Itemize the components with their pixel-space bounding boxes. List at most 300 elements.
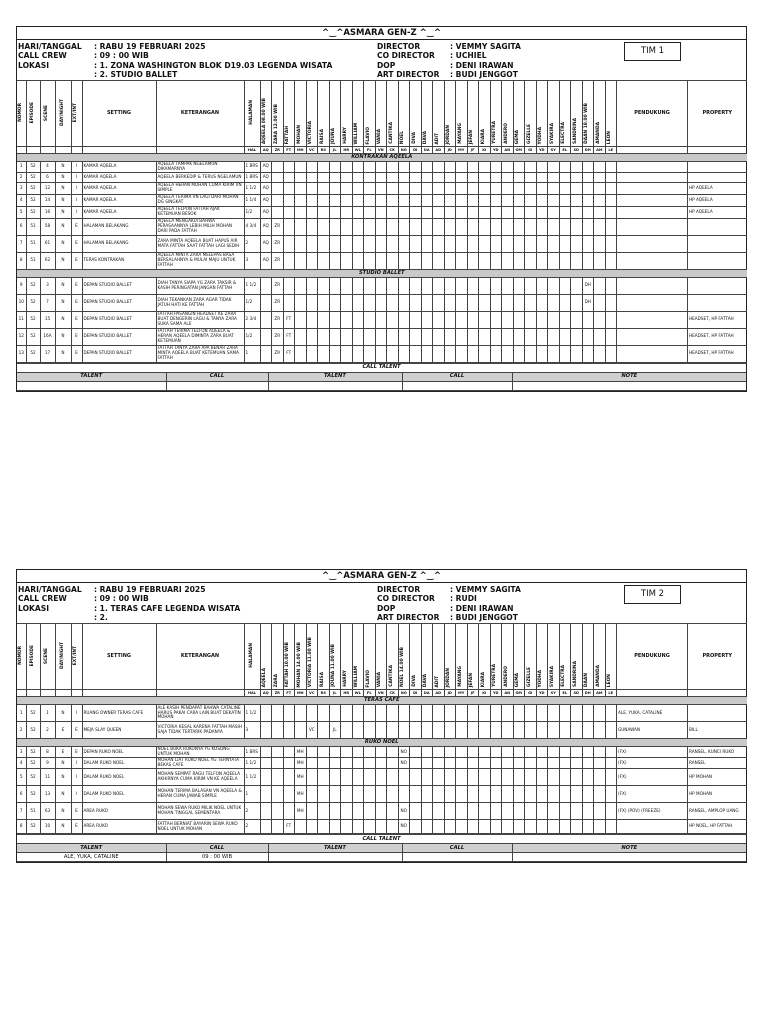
- keterangan: FATTAH BERNIAT BAYARIN SEWA RUKO NOEL UNTUK MOHAN: [156, 820, 244, 834]
- cast-cell: [456, 162, 468, 173]
- cast-cell: [329, 705, 341, 722]
- cast-header-stack: [459, 666, 464, 687]
- setting: DALAM RUKO NOEL: [82, 786, 156, 803]
- cast-cell: [387, 328, 399, 345]
- scene: 63: [40, 803, 55, 820]
- cast-cell: [364, 820, 376, 834]
- cast-code: GI: [525, 147, 537, 154]
- cast-mark: VC: [306, 722, 318, 739]
- cast-cell: [548, 206, 560, 218]
- row-number: 10: [17, 294, 26, 311]
- col-header-property: PROPERTY: [688, 81, 747, 147]
- cast-cell: [341, 769, 353, 786]
- cast-cell: [594, 803, 606, 820]
- scene-row[interactable]: [17, 722, 747, 739]
- cast-name: HARRY: [342, 127, 348, 145]
- cast-cell: [329, 820, 341, 834]
- cast-header-yodha: [536, 81, 548, 147]
- cast-cell: [306, 345, 318, 362]
- cast-name: NOEL: [400, 673, 406, 688]
- cast-cell: [513, 345, 525, 362]
- cast-header-stack: [321, 672, 326, 687]
- col-header-keterangan: [156, 624, 244, 690]
- cast-cell: [594, 294, 606, 311]
- cast-name: JORDAN: [446, 667, 452, 688]
- footer-cell[interactable]: [17, 381, 166, 390]
- setting: TERAS KONTRAKAN: [82, 252, 156, 269]
- cast-cell: [260, 722, 272, 739]
- cast-cell: [479, 235, 491, 252]
- cast-code: GM: [513, 690, 525, 697]
- cast-cell: [605, 786, 617, 803]
- cast-header-harry: [341, 81, 353, 147]
- col-header-label: HALAMAN: [248, 643, 254, 668]
- cast-cell: [260, 345, 272, 362]
- cast-cell: [490, 803, 502, 820]
- cast-cell: [536, 218, 548, 235]
- ext-int: I: [71, 705, 82, 722]
- cast-cell: [306, 328, 318, 345]
- keterangan: DIAH TEKANKAN ZARA AGAR TIDAK JATUH HATI KE FATTAH: [156, 294, 244, 311]
- cast-cell: [387, 786, 399, 803]
- cast-cell: [295, 294, 307, 311]
- cast-code: SD: [571, 147, 583, 154]
- header-line: : DENI IRAWAN: [450, 603, 514, 613]
- header-right-labels: [377, 585, 439, 623]
- cast-cell: [502, 328, 514, 345]
- cast-header-stack: [401, 131, 406, 144]
- cast-code: JL: [329, 690, 341, 697]
- footer-cell[interactable]: ALE, YUKA, CATALINE: [17, 853, 166, 862]
- cast-cell: [525, 206, 537, 218]
- scene-row[interactable]: [17, 786, 747, 803]
- cast-cell: [306, 294, 318, 311]
- cast-cell: [364, 182, 376, 194]
- cast-code: NO: [398, 690, 410, 697]
- scene-row[interactable]: [17, 172, 747, 182]
- property: [688, 162, 747, 173]
- cast-cell: [502, 235, 514, 252]
- halaman: 1 BRS: [244, 162, 260, 173]
- cast-cell: [548, 194, 560, 206]
- cast-cell: [318, 820, 330, 834]
- footer-cell[interactable]: [268, 381, 402, 390]
- blank-cell: [617, 690, 688, 697]
- cast-code: AM: [594, 690, 606, 697]
- cast-name: YODHA: [538, 669, 544, 688]
- cast-code: MH: [295, 147, 307, 154]
- scene-row[interactable]: [17, 235, 747, 252]
- property: HP AQEELA: [688, 182, 747, 194]
- cast-cell: [525, 162, 537, 173]
- header-line: [18, 70, 82, 79]
- cast-cell: [433, 252, 445, 269]
- cast-cell: [490, 820, 502, 834]
- scene-row[interactable]: [17, 294, 747, 311]
- cast-code: GI: [525, 690, 537, 697]
- cast-cell: [272, 194, 284, 206]
- cast-call-time: 14.00 WIB: [400, 647, 406, 673]
- scene-row[interactable]: [17, 162, 747, 173]
- cast-cell: [559, 277, 571, 294]
- scene-row[interactable]: [17, 218, 747, 235]
- scene-row[interactable]: [17, 758, 747, 769]
- cast-cell: [559, 218, 571, 235]
- cast-cell: [421, 206, 433, 218]
- cast-name: ZARA: [273, 130, 279, 145]
- cast-cell: [479, 194, 491, 206]
- scene-row[interactable]: [17, 820, 747, 834]
- cast-cell: [548, 252, 560, 269]
- scene-row[interactable]: [17, 206, 747, 218]
- scene-row[interactable]: [17, 803, 747, 820]
- blank-cell: [40, 690, 55, 697]
- cast-cell: [410, 786, 422, 803]
- cast-name: WILLIAM: [354, 665, 360, 688]
- cast-cell: [352, 277, 364, 294]
- cast-header-jouna: [329, 81, 341, 147]
- scene: 61: [40, 235, 55, 252]
- cast-cell: [306, 747, 318, 758]
- cast-cell: [433, 803, 445, 820]
- cast-header-stack: [585, 673, 590, 687]
- cast-code: DI: [410, 690, 422, 697]
- cast-cell: [536, 722, 548, 739]
- keterangan: AQEELA TELPON FATTAH AJAK KETEMUAN BESOK: [156, 206, 244, 218]
- pendukung: GUNAWAN: [617, 722, 688, 739]
- halaman: 1 1/2: [244, 705, 260, 722]
- scene-row[interactable]: [17, 345, 747, 362]
- cast-cell: [502, 172, 514, 182]
- cast-cell: [387, 294, 399, 311]
- footer-cell[interactable]: [512, 853, 746, 862]
- cast-name: DAAN: [584, 673, 590, 688]
- cast-name: SYAKIRA: [549, 666, 555, 688]
- cast-cell: [352, 328, 364, 345]
- cast-code: DA: [421, 147, 433, 154]
- cast-cell: [502, 277, 514, 294]
- cast-cell: [502, 182, 514, 194]
- scene-row[interactable]: [17, 311, 747, 328]
- cast-cell: [387, 194, 399, 206]
- cast-mark: FT: [283, 820, 295, 834]
- scene: 1: [40, 705, 55, 722]
- cast-cell: [318, 769, 330, 786]
- pendukung: ALE, YUKA, CATALINE: [617, 705, 688, 722]
- cast-mark: AQ: [260, 206, 272, 218]
- col-header-label: DAY/NIGHT: [59, 99, 65, 127]
- cast-cell: [433, 235, 445, 252]
- cast-cell: [582, 786, 594, 803]
- cast-cell: [571, 786, 583, 803]
- keterangan: MOHAN LIAT RUKO NOEL YG TERNYATA BEKAS CAFE: [156, 758, 244, 769]
- cast-cell: [410, 252, 422, 269]
- cast-cell: [433, 786, 445, 803]
- cast-cell: [272, 172, 284, 182]
- cast-name: SANDRINA: [572, 661, 578, 688]
- cast-cell: [318, 206, 330, 218]
- cast-code: NO: [398, 147, 410, 154]
- cast-cell: [410, 206, 422, 218]
- team-label: TIM 2: [624, 585, 681, 604]
- cast-name: ANDERO: [503, 123, 509, 145]
- cast-header-syakira: [548, 624, 560, 690]
- cast-cell: [410, 311, 422, 328]
- footer-cell[interactable]: [402, 381, 512, 390]
- column-header-row: [17, 81, 747, 147]
- cast-cell: [536, 758, 548, 769]
- cast-cell: [582, 194, 594, 206]
- cast-cell: [341, 235, 353, 252]
- cast-cell: [318, 162, 330, 173]
- cast-cell: [525, 758, 537, 769]
- cast-header-stack: [344, 670, 349, 687]
- cast-cell: [387, 820, 399, 834]
- property: HP MOHAN: [688, 786, 747, 803]
- scene-row[interactable]: [17, 705, 747, 722]
- cast-header-stack: [551, 123, 556, 144]
- cast-cell: [605, 235, 617, 252]
- cast-cell: [375, 769, 387, 786]
- header-left-values: [94, 42, 332, 80]
- setting: DEPAN STUDIO BALLET: [82, 277, 156, 294]
- row-number: 3: [17, 182, 26, 194]
- cast-cell: [502, 345, 514, 362]
- cast-cell: [525, 182, 537, 194]
- cast-cell: [375, 311, 387, 328]
- cast-header-fattah: [283, 624, 295, 690]
- property: BILL: [688, 722, 747, 739]
- cast-header-stack: [470, 130, 475, 144]
- footer-cell[interactable]: [268, 853, 402, 862]
- cast-code: CK: [387, 147, 399, 154]
- halaman: 1 1/2: [244, 769, 260, 786]
- scene-row[interactable]: [17, 182, 747, 194]
- cast-name: ZARA: [273, 673, 279, 688]
- cast-cell: [260, 294, 272, 311]
- cast-header-mohan: [295, 624, 307, 690]
- cast-cell: [490, 172, 502, 182]
- cast-cell: [536, 328, 548, 345]
- cast-cell: [341, 277, 353, 294]
- scene-row[interactable]: [17, 328, 747, 345]
- cast-cell: [341, 206, 353, 218]
- cast-header-yuretra: [490, 624, 502, 690]
- cast-name: VICTORIA: [308, 663, 314, 688]
- col-header-extint: [71, 624, 82, 690]
- keterangan: NOEL BUKA RUKONYA YG KOSONG UNTUK MOHAN: [156, 747, 244, 758]
- cast-cell: [283, 722, 295, 739]
- cast-code: JL: [329, 147, 341, 154]
- cast-name: YURETRA: [492, 664, 498, 688]
- cast-header-stack: [263, 668, 268, 687]
- cast-cell: [318, 194, 330, 206]
- cast-cell: [594, 206, 606, 218]
- ext-int: E: [71, 345, 82, 362]
- footer-header-call: CALL: [166, 372, 268, 381]
- cast-cell: [513, 786, 525, 803]
- cast-cell: [456, 769, 468, 786]
- cast-header-andero: [502, 624, 514, 690]
- cast-cell: [387, 206, 399, 218]
- day-night: N: [55, 172, 71, 182]
- cast-cell: [467, 705, 479, 722]
- pendukung: [617, 328, 688, 345]
- cast-header-gizelle: [525, 81, 537, 147]
- halaman: 1 1/4: [244, 194, 260, 206]
- row-number: 12: [17, 328, 26, 345]
- cast-code: DA: [421, 690, 433, 697]
- cast-header-stack: [355, 123, 360, 144]
- footer-cell[interactable]: 09 : 00 WIB: [166, 853, 268, 862]
- cast-code: VN: [375, 147, 387, 154]
- cast-cell: [594, 328, 606, 345]
- cast-cell: [479, 345, 491, 362]
- cast-cell: [318, 252, 330, 269]
- halaman: 2: [244, 820, 260, 834]
- cast-cell: [605, 758, 617, 769]
- cast-code: MH: [295, 690, 307, 697]
- cast-header-william: [352, 624, 364, 690]
- cast-cell: [329, 747, 341, 758]
- cast-header-diva: [410, 81, 422, 147]
- cast-cell: [502, 758, 514, 769]
- cast-cell: [548, 722, 560, 739]
- cast-name: YODHA: [538, 126, 544, 145]
- scene-row[interactable]: [17, 194, 747, 206]
- cast-cell: [375, 182, 387, 194]
- cast-cell: [318, 311, 330, 328]
- cast-cell: [467, 252, 479, 269]
- scene-row[interactable]: [17, 252, 747, 269]
- cast-header-cantika: [387, 81, 399, 147]
- ext-int: E: [71, 252, 82, 269]
- cast-cell: [444, 277, 456, 294]
- scene-row[interactable]: [17, 769, 747, 786]
- blank-cell: [17, 690, 26, 697]
- cast-code-row: [17, 690, 747, 697]
- cast-header-stack: [401, 647, 406, 687]
- call-talent-table: [17, 834, 746, 862]
- cast-cell: [364, 206, 376, 218]
- cast-cell: [260, 747, 272, 758]
- cast-cell: [341, 252, 353, 269]
- cast-cell: [548, 277, 560, 294]
- cast-cell: [444, 206, 456, 218]
- cast-cell: [479, 172, 491, 182]
- cast-cell: [490, 218, 502, 235]
- cast-cell: [433, 769, 445, 786]
- cast-cell: [306, 194, 318, 206]
- cast-cell: [467, 235, 479, 252]
- footer-cell[interactable]: [402, 853, 512, 862]
- cast-cell: [536, 705, 548, 722]
- cast-cell: [444, 758, 456, 769]
- cast-header-zara: [272, 81, 284, 147]
- cast-header-stack: [528, 667, 533, 687]
- property: RANSEL: [688, 758, 747, 769]
- cast-header-harry: [341, 624, 353, 690]
- cast-header-daan: [582, 624, 594, 690]
- cast-code: FT: [283, 147, 295, 154]
- property: [688, 277, 747, 294]
- cast-cell: [398, 345, 410, 362]
- cast-cell: [341, 747, 353, 758]
- cast-header-dava: [421, 624, 433, 690]
- cast-code: AD: [433, 690, 445, 697]
- cast-cell: [295, 206, 307, 218]
- cast-cell: [295, 311, 307, 328]
- keterangan: AQEELA HERAN MOHAN CUMA KIRIM VN SIMPLE: [156, 182, 244, 194]
- cast-cell: [594, 345, 606, 362]
- header-line: HARI/TANGGAL: [18, 585, 82, 594]
- setting: RUANG OWNER TERAS CAFE: [82, 705, 156, 722]
- property: HEADSET, HP FATTAH: [688, 345, 747, 362]
- cast-code: LE: [605, 147, 617, 154]
- cast-mark: AQ: [260, 162, 272, 173]
- cast-cell: [490, 235, 502, 252]
- cast-mark: ZR: [272, 235, 284, 252]
- cast-cell: [536, 182, 548, 194]
- footer-cell[interactable]: [512, 381, 746, 390]
- scene: 14: [40, 194, 55, 206]
- ext-int: E: [71, 235, 82, 252]
- cast-cell: [364, 758, 376, 769]
- cast-cell: [571, 747, 583, 758]
- cast-cell: [306, 705, 318, 722]
- cast-cell: [605, 252, 617, 269]
- cast-header-stack: [413, 132, 418, 144]
- row-number: 4: [17, 758, 26, 769]
- cast-header-fattah: [283, 81, 295, 147]
- cast-cell: [387, 722, 399, 739]
- property: HP AQEELA: [688, 206, 747, 218]
- col-header-label: SCENE: [44, 647, 50, 664]
- cast-cell: [375, 328, 387, 345]
- col-header-label: SETTING: [106, 110, 132, 117]
- cast-cell: [421, 194, 433, 206]
- cast-code: CK: [387, 690, 399, 697]
- cast-cell: [352, 252, 364, 269]
- keterangan: ZARA MINTA AQEELA BUAT HAPUS AIR MATA FATTAH SAAT FATTAH LAGI SEDIH: [156, 235, 244, 252]
- cast-header-stack: [447, 668, 452, 687]
- cast-cell: [387, 182, 399, 194]
- cast-header-stack: [298, 642, 303, 688]
- footer-cell[interactable]: [166, 381, 268, 390]
- cast-cell: [421, 722, 433, 739]
- cast-header-stack: [309, 121, 314, 144]
- halaman: 1 1/2: [244, 277, 260, 294]
- scene-row[interactable]: [17, 277, 747, 294]
- cast-header-sandrina: [571, 81, 583, 147]
- cast-cell: [318, 722, 330, 739]
- cast-cell: [559, 747, 571, 758]
- cast-cell: [479, 803, 491, 820]
- day-night: N: [55, 235, 71, 252]
- cast-cell: [318, 328, 330, 345]
- blank-cell: [26, 690, 40, 697]
- cast-cell: [467, 311, 479, 328]
- cast-cell: [467, 345, 479, 362]
- cast-cell: [467, 747, 479, 758]
- cast-cell: [364, 328, 376, 345]
- cast-header-stack: [597, 122, 602, 144]
- halaman: 1 BRS: [244, 747, 260, 758]
- col-header-extint: [71, 81, 82, 147]
- cast-cell: [283, 747, 295, 758]
- scene-row[interactable]: [17, 747, 747, 758]
- scene: 11: [40, 769, 55, 786]
